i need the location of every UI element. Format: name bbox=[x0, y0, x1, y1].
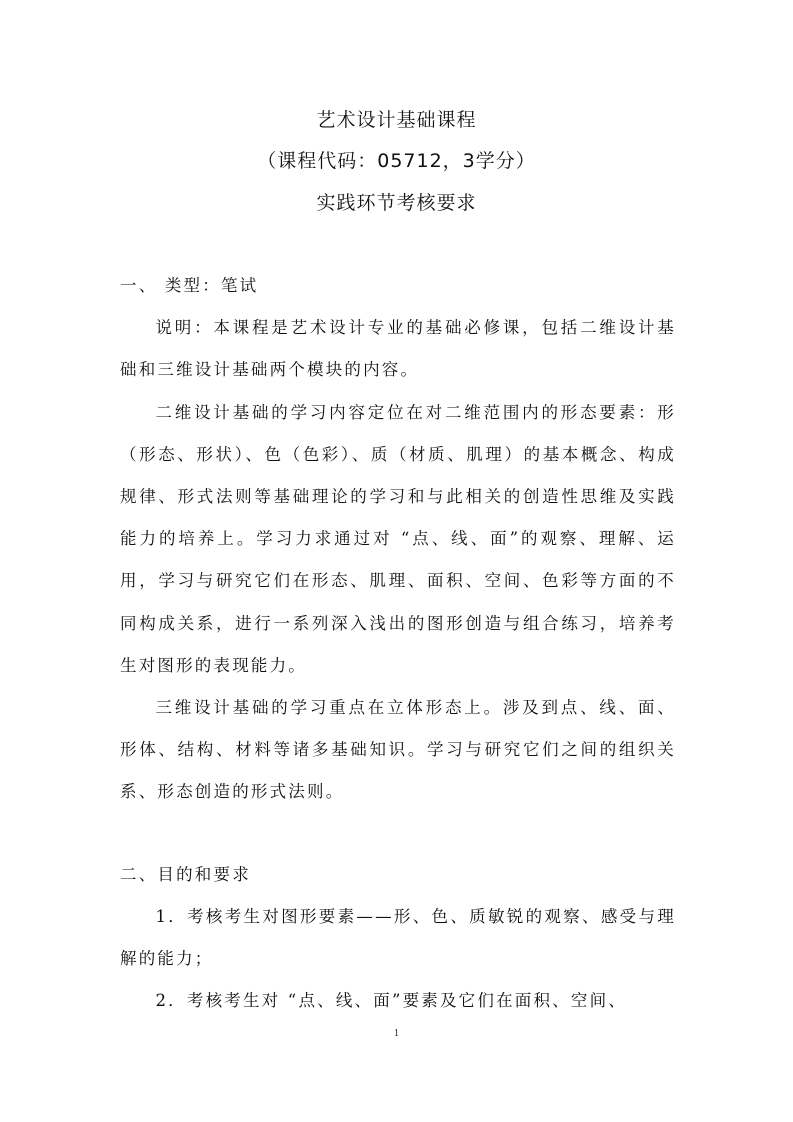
page-number: 1 bbox=[394, 1028, 399, 1039]
course-code-line: （课程代码：05712，3学分） bbox=[257, 150, 536, 172]
document-title: 艺术设计基础课程 bbox=[316, 109, 477, 131]
paragraph-3d-design: 三维设计基础的学习重点在立体形态上。涉及到点、线、面、形体、结构、材料等诸多基础知识。学习与研究它们之间的组织关系、形态创造的形式法则。 bbox=[120, 698, 676, 802]
section-heading-goals: 二、目的和要求 bbox=[120, 864, 251, 884]
section-heading-type: 一、 类型：笔试 bbox=[120, 276, 259, 295]
goal-item-1: 1．考核考生对图形要素——形、色、质敏锐的观察、感受与理解的能力； bbox=[120, 906, 676, 969]
paragraph-description: 说明：本课程是艺术设计专业的基础必修课，包括二维设计基础和三维设计基础两个模块的内容。 bbox=[120, 318, 676, 380]
section-spacer bbox=[120, 814, 676, 854]
paragraph-2d-design: 二维设计基础的学习内容定位在对二维范围内的形态要素：形（形态、形状）、色（色彩）、质（材质、肌理）的基本概念、构成规律、形式法则等基础理论的学习和与此相关的创造性思维及实践能力的培养上。学习力求通过对 “点、线、面”的观察、理解、运用，学习与研究它们在形态、肌理、面积、空间、色彩等方面的不同构成关系，进行一系列深入浅出的图形创造与组合练习，培养考生对图形的表现能力。 bbox=[120, 402, 676, 675]
goal-item-2: 2．考核考生对 “点、线、面”要素及它们在面积、空间、 bbox=[155, 991, 627, 1011]
document-subtitle: 实践环节考核要求 bbox=[316, 192, 477, 214]
document-body bbox=[120, 265, 676, 1022]
